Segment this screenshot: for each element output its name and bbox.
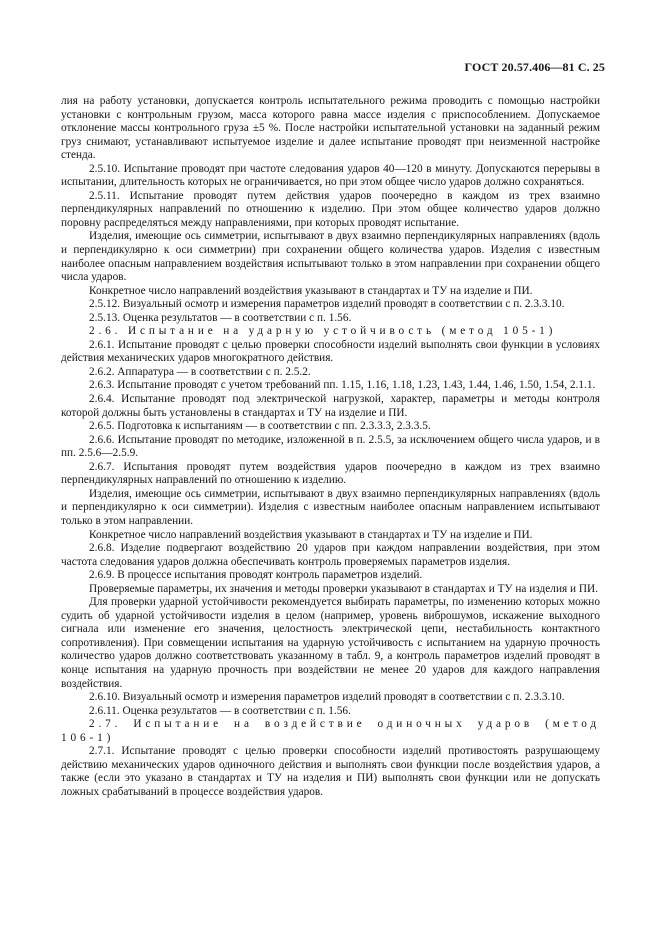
clause-2-6-1: 2.6.1. Испытание проводят с целью проверки способности изделий выполнять свои функции в условиях действия механических ударов многократного действия. — [61, 338, 600, 365]
paragraph: Проверяемые параметры, их значения и методы проверки указывают в стандартах и ТУ на изделия и ПИ. — [89, 582, 599, 595]
paragraph: Изделия, имеющие ось симметрии, испытывают в двух взаимно перпендикулярных направлениях (вдоль и перпендикулярно к оси симметрии). Изделия с известным наиболее опасным направлением испытывают только в этом направлении. — [61, 487, 600, 527]
clause-2-6-5: 2.6.5. Подготовка к испытаниям — в соответствии с пп. 2.3.3.3, 2.3.3.5. — [89, 420, 431, 433]
document-body — [61, 95, 600, 799]
clause-2-7-1: 2.7.1. Испытание проводят с целью проверки способности изделий противостоять разрушающему действию механических ударов одиночного действия и выполнять свои функции после воздействия ударов, а также (если это указано в стандартах и ТУ на изделия и ПИ) выполнять свои функции или не допускать ложных срабатываний в процессе воздействия ударов. — [61, 745, 600, 798]
clause-2-6-2: 2.6.2. Аппаратура — в соответствии с п. 2.5.2. — [89, 365, 311, 378]
clause-2-6-6: 2.6.6. Испытание проводят по методике, изложенной в п. 2.5.5, за исключением общего числа ударов, и в пп. 2.5.6—2.5.9. — [61, 433, 600, 460]
section-heading-2-6: 2.6. Испытание на ударную устойчивость (метод 105-1) — [89, 325, 557, 338]
running-header: ГОСТ 20.57.406—81 С. 25 — [464, 60, 605, 74]
clause-2-6-4: 2.6.4. Испытание проводят под электрической нагрузкой, характер, параметры и методы контроля которой должны быть установлены в стандартах и ТУ на изделие и ПИ. — [61, 393, 600, 419]
clause-2-6-11: 2.6.11. Оценка результатов — в соответствии с п. 1.56. — [89, 704, 351, 717]
clause-2-5-11: 2.5.11. Испытание проводят путем действия ударов поочередно в каждом из трех взаимно перпендикулярных направлений по отношению к изделию. При этом общее количество ударов должно поровну распределяться между направлениями, при которых проводят испытание. — [61, 189, 600, 229]
clause-2-5-10: 2.5.10. Испытание проводят при частоте следования ударов 40—120 в минуту. Допускаются перерывы в испытании, длительность которых не ограничивается, но при этом общее число ударов должно сохраняться. — [61, 162, 600, 189]
clause-2-5-13: 2.5.13. Оценка результатов — в соответствии с п. 1.56. — [89, 311, 352, 324]
clause-2-6-3: 2.6.3. Испытание проводят с учетом требований пп. 1.15, 1.16, 1.18, 1.23, 1.43, 1.44, 1.46, 1.50, 1.54, 2.1.1. — [89, 379, 596, 392]
paragraph: Изделия, имеющие ось симметрии, испытывают в двух взаимно перпендикулярных направлениях (вдоль и перпендикулярно к оси симметрии) при сохранении общего количества ударов. Изделия с известным наиболее опасным направлением воздействия испытывают только в этом направлении при сохранении общего числа ударов. — [61, 230, 600, 284]
paragraph: лия на работу установки, допускается контроль испытательного режима проводить с помощью настройки установки с контрольным грузом, масса которого равна массе изделия с приспособлением. Допускаемое отклонение массы контрольного груза ±5 %. После настройки испытательной установки на заданный режим груз снимают, устанавливают испытуемое изделие и далее испытание проводят при неизменной настройке стенда. — [61, 95, 600, 162]
paragraph: Конкретное число направлений воздействия указывают в стандартах и ТУ на изделие и ПИ. — [89, 528, 533, 541]
clause-2-5-12: 2.5.12. Визуальный осмотр и измерения параметров изделий проводят в соответствии с п. 2.3.3.10. — [89, 298, 565, 311]
clause-2-6-8: 2.6.8. Изделие подвергают воздействию 20 ударов при каждом направлении воздействия, при этом частота следования ударов должна обеспечивать контроль проверяемых параметров изделия. — [61, 542, 600, 568]
paragraph: Для проверки ударной устойчивости рекомендуется выбирать параметры, по изменению которых можно судить об ударной устойчивости изделия в целом (например, уровень виброшумов, искажение выходного сигнала или изменение его значения, целостность электрической цепи, нестабильность контактного сопротивления). При совмещении испытания на ударную устойчивость с испытанием на ударную прочность количество ударов должно соответствовать указанному в табл. 9, а контроль параметров изделий проводят в конце испытания на ударную прочность при воздействии не менее 20 ударов для каждого направления воздействия. — [61, 596, 600, 690]
clause-2-6-9: 2.6.9. В процессе испытания проводят контроль параметров изделий. — [89, 569, 423, 582]
section-heading-2-7: 2.7. Испытание на воздействие одиночных ударов (метод 106-1) — [61, 718, 600, 744]
clause-2-6-7: 2.6.7. Испытания проводят путем воздействия ударов поочередно в каждом из трех взаимно перпендикулярных направлений по отношению к изделию. — [61, 460, 600, 487]
clause-2-6-10: 2.6.10. Визуальный осмотр и измерения параметров изделий проводят в соответствии с п. 2.3.3.10. — [89, 691, 565, 704]
paragraph: Конкретное число направлений воздействия указывают в стандартах и ТУ на изделие и ПИ. — [89, 284, 533, 297]
